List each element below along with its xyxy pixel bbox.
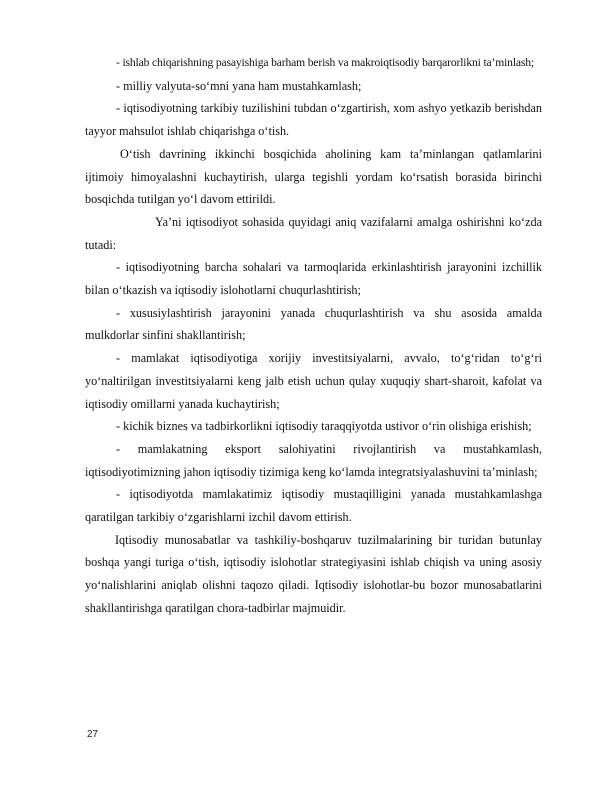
paragraph-tasks-intro: Ya’ni iqtisodiyot sohasida quyidagi aniq vazifalarni amalga oshirishni ko‘zda tutadi: xyxy=(85,214,542,252)
list-item-export-potential: - mamlakatning eksport salohiyatini rivojlantirish va mustahkamlash, iqtisodiyotimizning jahon iqtisodiy tizimiga keng ko‘lamda integratsiyalashuvini ta’minlash; xyxy=(85,441,542,479)
list-item-privatization: - xususiylashtirish jarayonini yanada chuqurlashtirish va shu asosida amalda mulkdorlar sinfini shakllantirish; xyxy=(85,305,542,343)
list-item-small-business: - kichik biznes va tadbirkorlikni iqtisodiy taraqqiyotda ustivor o‘rin olishiga erishish; xyxy=(116,419,532,434)
page-number: 27 xyxy=(87,729,99,740)
list-item-national-currency: - milliy valyuta-so‘mni yana ham mustahkamlash; xyxy=(116,78,362,93)
list-item-liberalization: - iqtisodiyotning barcha sohalari va tarmoqlarida erkinlashtirish jarayonini izchillik bilan o‘tkazish va iqtisodiy islohotlarni chuqurlashtirish; xyxy=(85,260,542,298)
list-item-structural-change: - iqtisodiyotning tarkibiy tuzilishini tubdan o‘zgartirish, xom ashyo yetkazib berishdan tayyor mahsulot ishlab chiqarishga o‘tish. xyxy=(85,101,542,139)
list-item-economic-independence: - iqtisodiyotda mamlakatimiz iqtisodiy mustaqilligini yanada mustahkamlashga qaratilgan tarkibiy o‘zgarishlarni izchil davom ettirish. xyxy=(85,487,542,525)
paragraph-economic-reforms: Iqtisodiy munosabatlar va tashkiliy-boshqaruv tuzilmalarining bir turidan butunlay boshqa yangi turiga o‘tish, iqtisodiy islohotlar strategiyasini ishlab chiqish va uning asosiy yo‘nalishlarini aniqlab olishni taqozo qiladi. Iqtisodiy islohotlar-bu bozor munosabatlarini shakllantirishga qaratilgan chora-tadbirlar majmuidir. xyxy=(85,532,542,615)
document-body xyxy=(85,52,542,620)
list-item-foreign-investment: - mamlakat iqtisodiyotiga xorijiy investitsiyalarni, avvalo, to‘g‘ridan to‘g‘ri yo‘naltirilgan investitsiyalarni keng jalb etish uchun qulay xuquqiy shart-sharoit, kafolat va iqtisodiy omillarni yanada kuchaytirish; xyxy=(85,351,542,411)
paragraph-second-stage: O‘tish davrining ikkinchi bosqichida aholining kam ta’minlangan qatlamlarini ijtimoiy himoyalashni kuchaytirish, ularga tegishli yordam ko‘rsatish borasida birinchi bosqichda tutilgan yo‘l davom ettirildi. xyxy=(85,146,542,207)
list-item-production-decline: - ishlab chiqarishning pasayishiga barham berish va makroiqtisodiy barqarorlikni ta’minlash; xyxy=(116,56,534,69)
